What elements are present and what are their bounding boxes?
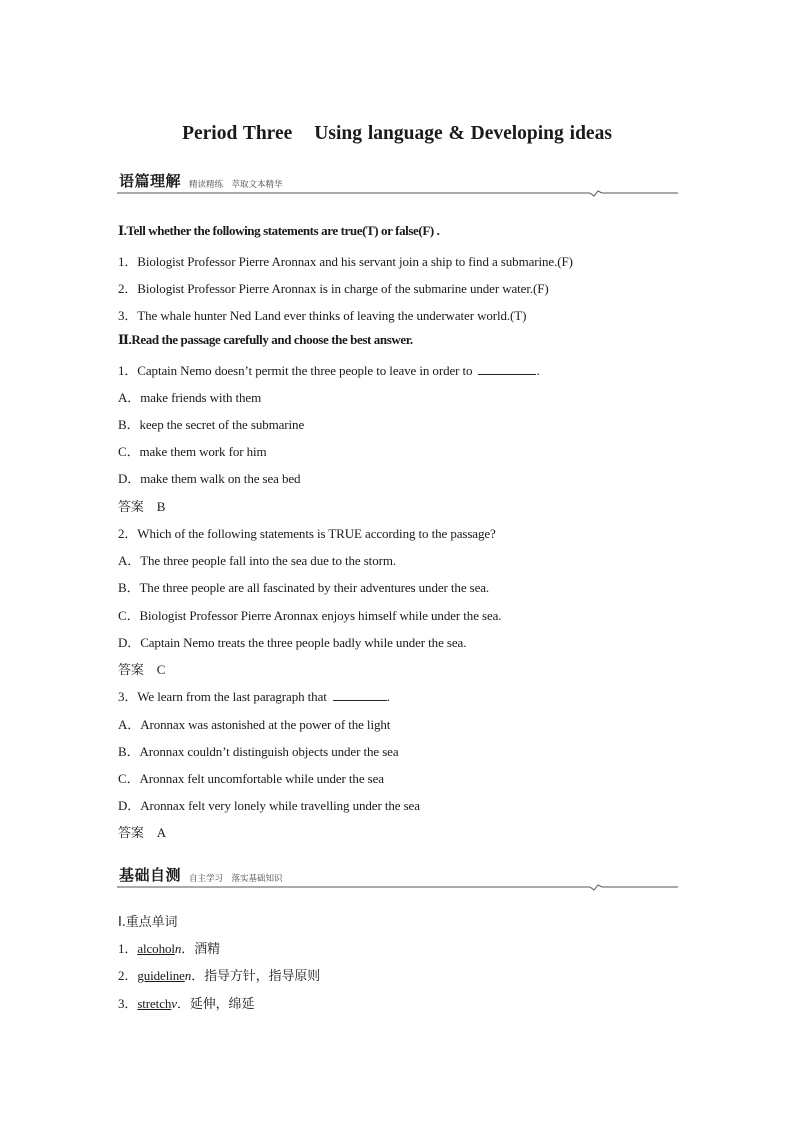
section-header-basics [117,866,678,888]
q3-option-c: C．Aronnax felt uncomfortable while under the sea [118,771,384,786]
q2-option-c: C．Biologist Professor Pierre Aronnax enjoys himself while under the sea. [118,608,502,623]
page-title [0,123,794,145]
q1-option-d: D．make them walk on the sea bed [118,471,301,486]
q2-answer: 答案 C [118,662,166,677]
q3-option-a: A．Aronnax was astonished at the power of the light [118,717,391,732]
section-heading: 基础自测 [119,866,182,884]
part-ii-heading: Ⅱ.Read the passage carefully and choose the best answer. [118,332,413,347]
title-period: Period Three [182,123,293,144]
q1-option-b: B．keep the secret of the submarine [118,417,305,432]
vocab-heading: Ⅰ.重点单词 [118,915,178,930]
section-header-reading [117,172,678,194]
q3-answer: 答案 A [118,825,166,840]
q1-answer: 答案 B [118,499,166,514]
title-topic: Using language & Developing ideas [314,123,612,144]
vocab-item-3: 3．stretchv．延伸，绵延 [118,996,255,1012]
section-subheading: 自主学习 落实基础知识 [189,874,283,884]
question-3-stem: 3．We learn from the last paragraph that . [118,689,390,704]
q2-option-d: D．Captain Nemo treats the three people badly while under the sea. [118,635,467,650]
q3-option-d: D．Aronnax felt very lonely while travelling under the sea [118,798,420,813]
vocab-word: guideline [137,968,185,983]
part-i-heading: Ⅰ.Tell whether the following statements are true(T) or false(F) . [118,223,440,238]
statement-1: 1．Biologist Professor Pierre Aronnax and his servant join a ship to find a submarine.(F) [118,254,573,269]
section-divider [117,190,678,198]
vocab-item-1: 1．alcoholn．酒精 [118,941,220,957]
q1-option-a: A．make friends with them [118,390,262,405]
statement-2: 2．Biologist Professor Pierre Aronnax is in charge of the submarine under water.(F) [118,281,549,296]
section-divider [117,884,678,892]
vocab-item-2: 2．guidelinen．指导方针，指导原则 [118,968,321,984]
statement-3: 3．The whale hunter Ned Land ever thinks of leaving the underwater world.(T) [118,308,527,323]
question-1-stem: 1．Captain Nemo doesn’t permit the three people to leave in order to . [118,363,540,378]
vocab-word: alcohol [137,941,175,956]
vocab-word: stretch [137,996,172,1011]
q1-option-c: C．make them work for him [118,444,267,459]
q3-option-b: B．Aronnax couldn’t distinguish objects under the sea [118,744,399,759]
q2-option-b: B．The three people are all fascinated by their adventures under the sea. [118,580,490,595]
question-2-stem: 2．Which of the following statements is TRUE according to the passage? [118,526,496,541]
q2-option-a: A．The three people fall into the sea due to the storm. [118,553,396,568]
section-subheading: 精读精练 萃取文本精华 [189,180,283,190]
section-heading: 语篇理解 [119,172,182,190]
